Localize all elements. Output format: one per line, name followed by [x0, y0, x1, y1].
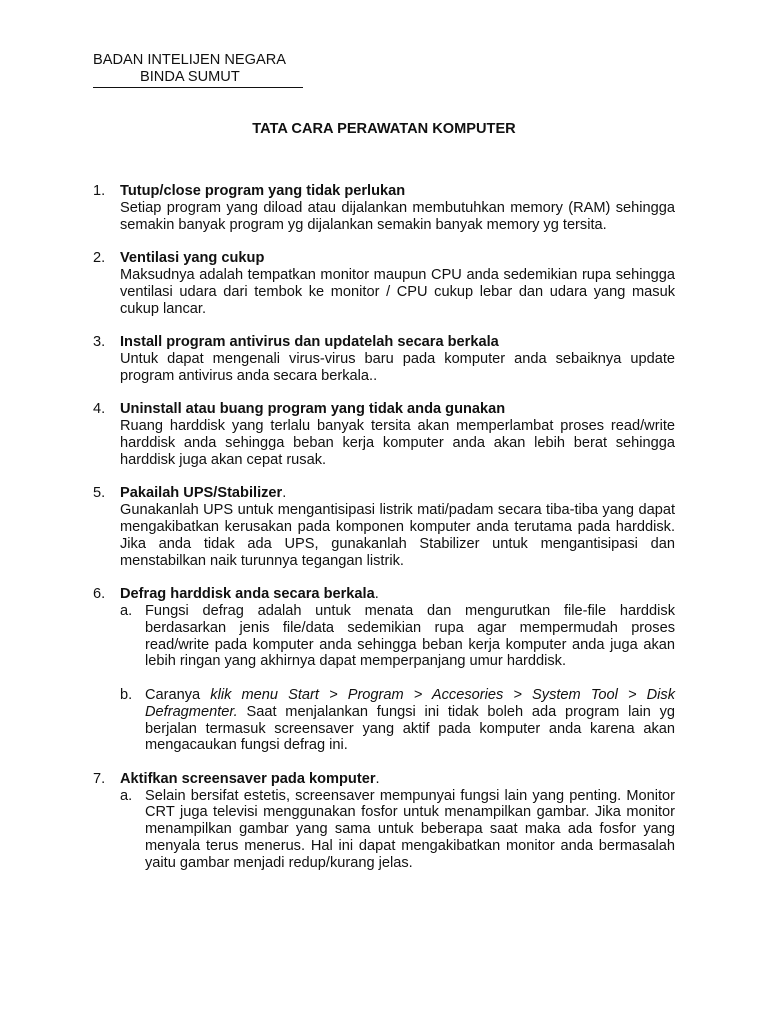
item-number: 6. [93, 586, 106, 603]
item-number: 1. [93, 183, 106, 199]
item-heading: Install program antivirus dan updatelah secara berkala [120, 334, 499, 351]
item-heading-suffix: . [282, 485, 287, 502]
organization-header [93, 52, 303, 88]
list-item-6 [93, 586, 675, 754]
item-heading: Uninstall atau buang program yang tidak anda gunakan [120, 401, 506, 418]
sub-item-text-tail: Saat menjalankan fungsi ini tidak boleh ada program lain yg berjalan termasuk screensaver yang aktif pada komputer anda karena akan mengacaukan fungsi defrag ini. [145, 703, 675, 754]
item-number: 3. [93, 334, 106, 351]
sub-item-letter: b. [120, 686, 133, 703]
list-item-1 [93, 183, 675, 233]
item-heading: Aktifkan screensaver pada komputer [120, 770, 376, 787]
list-item-5 [93, 485, 675, 569]
sub-item-a [120, 603, 675, 670]
list-item-7 [93, 771, 675, 872]
item-number: 2. [93, 250, 106, 267]
maintenance-list [93, 183, 675, 888]
item-body: Setiap program yang diload atau dijalankan membutuhkan memory (RAM) sehingga semakin banyak program yg dijalankan semakin banyak memory yg tersita. [120, 199, 675, 233]
item-body: Gunakanlah UPS untuk mengantisipasi listrik mati/padam secara tiba-tiba yang dapat mengakibatkan kerusakan pada komponen komputer anda terutama pada harddisk. Jika anda tidak ada UPS, gunakanlah Stabilizer untuk mengantisipasi dan menstabilkan naik turunnya tegangan listrik. [120, 502, 675, 569]
organization-unit: BINDA SUMUT [93, 69, 303, 88]
sub-item-text: Fungsi defrag adalah untuk menata dan mengurutkan file-file harddisk berdasarkan jenis file/data sedemikian rupa agar mempermudah proses read/write pada komputer anda sehingga beban kerja komputer anda juga akan lebih ringan yang akhirnya dapat memperpanjang umur harddisk. [145, 602, 675, 670]
item-heading-suffix: . [375, 770, 380, 787]
item-number: 4. [93, 401, 106, 418]
organization-name: BADAN INTELIJEN NEGARA [93, 52, 287, 68]
sub-item-letter: a. [120, 602, 133, 619]
sub-item-text-lead: Caranya [145, 686, 211, 703]
item-heading: Defrag harddisk anda secara berkala [120, 586, 375, 603]
item-heading: Tutup/close program yang tidak perlukan [120, 183, 406, 199]
item-body: Untuk dapat mengenali virus-virus baru pada komputer anda sebaiknya update program antivirus anda secara berkala.. [120, 350, 675, 384]
item-body: Maksudnya adalah tempatkan monitor maupun CPU anda sedemikian rupa sehingga ventilasi udara dari tembok ke monitor / CPU cukup lebar dan udara yang masuk cukup lancar. [120, 266, 675, 317]
list-item-2 [93, 250, 675, 317]
list-item-4 [93, 401, 675, 468]
item-heading: Pakailah UPS/Stabilizer [120, 485, 283, 502]
sub-item-menu-path: klik menu Start > Program > Accesories > System Tool > Disk Defragmenter. [145, 686, 676, 720]
document-title: TATA CARA PERAWATAN KOMPUTER [252, 121, 516, 137]
sub-item-text: Selain bersifat estetis, screensaver mempunyai fungsi lain yang penting. Monitor CRT juga televisi menggunakan fosfor untuk menampilkan gambar. Jika monitor menampilkan gambar yang sama untuk beberapa saat maka ada fosfor yang menyala terus menerus. Hal ini dapat mengakibatkan monitor anda bermasalah yaitu gambar menjadi redup/kurang jelas. [145, 787, 675, 871]
list-item-3 [93, 334, 675, 384]
item-heading-suffix: . [374, 586, 379, 603]
sub-item-letter: a. [120, 787, 133, 804]
item-number: 7. [93, 770, 106, 787]
sub-item-a [120, 788, 675, 872]
item-heading: Ventilasi yang cukup [120, 250, 265, 267]
item-number: 5. [93, 485, 106, 502]
item-body: Ruang harddisk yang terlalu banyak tersita akan memperlambat proses read/write harddisk anda sehingga beban kerja komputer anda akan lebih berat sehingga harddisk juga akan cepat rusak. [120, 418, 675, 468]
sub-item-b [120, 687, 675, 754]
